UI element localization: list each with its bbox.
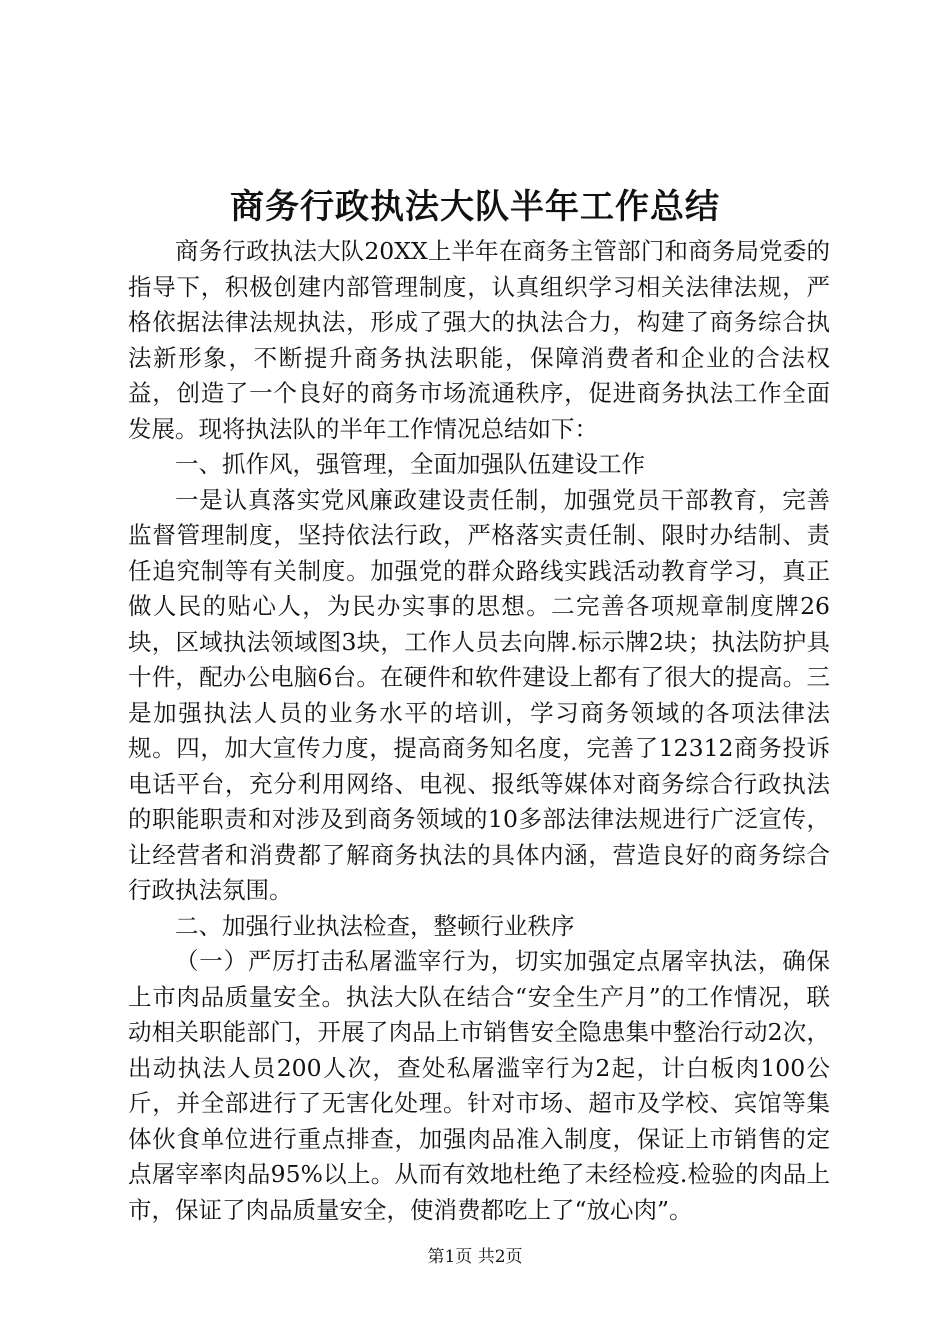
document-title: 商务行政执法大队半年工作总结	[230, 187, 720, 227]
paragraph-section-1: 一是认真落实党风廉政建设责任制，加强党员干部教育，完善监督管理制度，坚持依法行政，严格落实责任制、限时办结制、责任追究制等有关制度。加强党的群众路线实践活动教育学习，真正做人民的贴心人，为民办实事的思想。二完善各项规章制度牌26块，区域执法领域图3块，工作人员去向牌.标示牌2块；执法防护具十件，配办公电脑6台。在硬件和软件建设上都有了很大的提高。三是加强执法人员的业务水平的培训，学习商务领域的各项法律法规。四，加大宣传力度，提高商务知名度，完善了12312商务投诉电话平台，充分利用网络、电视、报纸等媒体对商务综合行政执法的职能职责和对涉及到商务领域的10多部法律法规进行广泛宣传，让经营者和消费都了解商务执法的具体内涵，营造良好的商务综合行政执法氛围。	[128, 485, 830, 904]
section-heading-2: 二、加强行业执法检查，整顿行业秩序	[175, 911, 575, 940]
page-footer: 第1页 共2页	[427, 1247, 523, 1267]
section-heading-1: 一、抓作风，强管理，全面加强队伍建设工作	[175, 450, 645, 478]
document-body	[128, 234, 830, 1228]
paragraph-intro: 商务行政执法大队20XX上半年在商务主管部门和商务局党委的指导下，积极创建内部管理制度，认真组织学习相关法律法规，严格依据法律法规执法，形成了强大的执法合力，构建了商务综合执法新形象，不断提升商务执法职能，保障消费者和企业的合法权益，创造了一个良好的商务市场流通秩序，促进商务执法工作全面发展。现将执法队的半年工作情况总结如下：	[128, 237, 830, 443]
paragraph-section-2-1: （一）严厉打击私屠滥宰行为，切实加强定点屠宰执法，确保上市肉品质量安全。执法大队在结合“安全生产月”的工作情况，联动相关职能部门，开展了肉品上市销售安全隐患集中整治行动2次，出动执法人员200人次，查处私屠滥宰行为2起，计白板肉100公斤，并全部进行了无害化处理。针对市场、超市及学校、宾馆等集体伙食单位进行重点排查，加强肉品准入制度，保证上市销售的定点屠宰率肉品95%以上。从而有效地杜绝了未经检疫.检验的肉品上市，保证了肉品质量安全，使消费都吃上了“放心肉”。	[128, 947, 830, 1224]
